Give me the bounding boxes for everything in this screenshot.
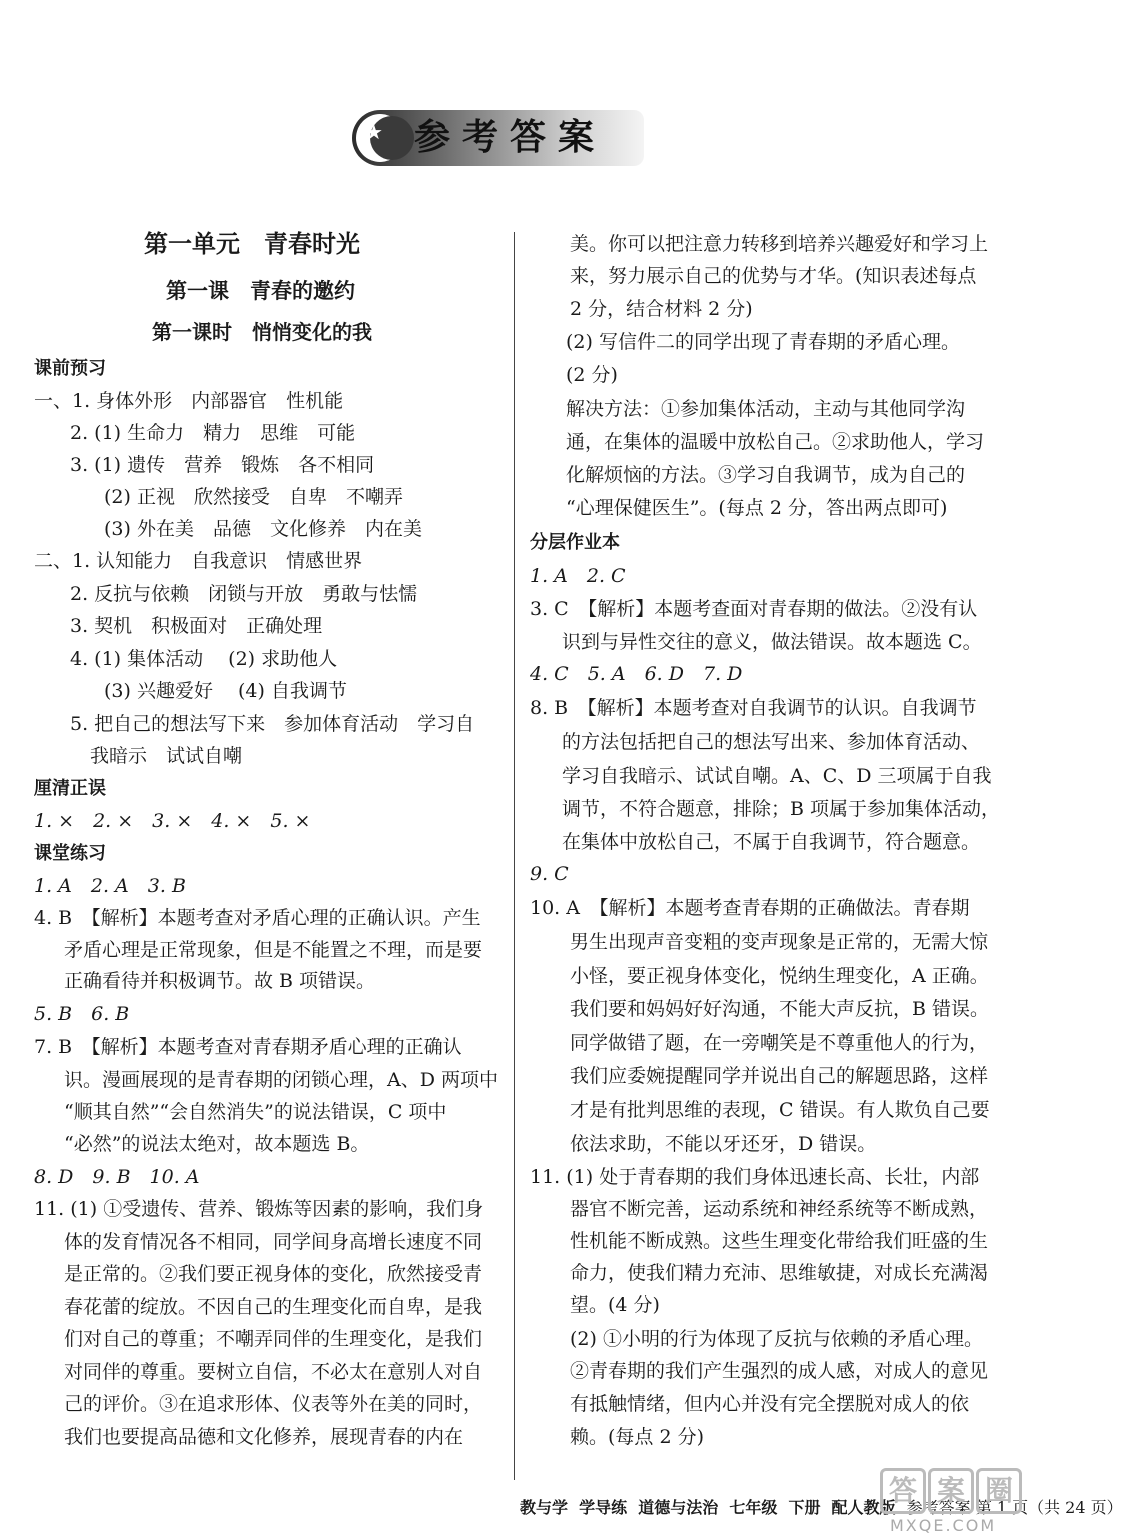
- answer-line: “心理保健医生”。(每点 2 分，答出两点即可): [566, 497, 948, 519]
- unit-title: 第一单元 青春时光: [144, 230, 360, 258]
- footer-volume: 下册: [788, 1498, 821, 1517]
- watermark-url: MXQE.COM: [890, 1516, 997, 1535]
- answer-line: “顺其自然”“会自然消失”的说法错误，C 项中: [64, 1101, 447, 1123]
- answer-line: 调节，不符合题意，排除；B 项属于参加集体活动，: [562, 798, 1001, 820]
- page-footer: [520, 1497, 1123, 1519]
- answer-line: 4. (1) 集体活动 (2) 求助他人: [70, 648, 338, 670]
- answer-line: 的方法包括把自己的想法写出来、参加体育活动、: [562, 731, 981, 753]
- answer-line: 学习自我暗示、试试自嘲。A、C、D 三项属于自我: [562, 765, 992, 787]
- answer-line: 11. (1) ①受遗传、营养、锻炼等因素的影响，我们身: [34, 1198, 484, 1220]
- answer-line: 一、1. 身体外形 内部器官 性机能: [34, 390, 344, 412]
- answer-line: 化解烦恼的方法。③学习自我调节，成为自己的: [566, 464, 966, 486]
- answer-line: 二、1. 认知能力 自我意识 情感世界: [34, 550, 363, 572]
- answer-line: 我暗示 试试自嘲: [90, 745, 243, 767]
- answer-line: 我们应委婉提醒同学并说出自己的解题思路，这样: [570, 1065, 989, 1087]
- answer-line: 3. C 【解析】本题考查面对青春期的做法。②没有认: [530, 598, 978, 620]
- section-heading: 分层作业本: [530, 532, 620, 553]
- answer-line: 7. B 【解析】本题考查对青春期矛盾心理的正确认: [34, 1036, 462, 1058]
- answer-line: 在集体中放松自己，不属于自我调节，符合题意。: [562, 831, 981, 853]
- answer-line: (2) 正视 欣然接受 自卑 不嘲弄: [104, 486, 403, 508]
- answer-line: (3) 兴趣爱好 (4) 自我调节: [104, 680, 347, 702]
- watermark-char: 案: [928, 1468, 974, 1514]
- answer-line: ②青春期的我们产生强烈的成人感，对成人的意见: [570, 1360, 989, 1382]
- watermark-char: 答: [880, 1468, 926, 1514]
- answer-line: 我们要和妈妈好好沟通，不能大声反抗，B 错误。: [570, 998, 990, 1020]
- answer-line: 矛盾心理是正常现象，但是不能置之不理，而是要: [64, 939, 483, 961]
- answer-line: 3. (1) 遗传 营养 锻炼 各不相同: [70, 454, 375, 476]
- answer-line: 我们也要提高品德和文化修养，展现青春的内在: [64, 1426, 464, 1448]
- footer-book: 学导练: [579, 1498, 628, 1517]
- answer-line: 5. 把自己的想法写下来 参加体育活动 学习自: [70, 713, 475, 735]
- section-heading: 课堂练习: [34, 843, 106, 864]
- lesson-title: 第一课 青春的邀约: [166, 279, 355, 303]
- answer-line: 们对自己的尊重；不嘲弄同伴的生理变化，是我们: [64, 1328, 483, 1350]
- answer-line: 3. 契机 积极面对 正确处理: [70, 615, 323, 637]
- answer-line: 依法求助，不能以牙还牙，D 错误。: [570, 1133, 877, 1155]
- page-title: 参考答案: [414, 117, 607, 158]
- answer-line: 1. A 2. C: [530, 565, 626, 587]
- answer-line: 2 分，结合材料 2 分): [570, 298, 753, 320]
- answer-line: 识到与异性交往的意义，做法错误。故本题选 C。: [562, 631, 982, 653]
- answer-line: 望。(4 分): [570, 1294, 660, 1316]
- watermark-char: 圈: [976, 1468, 1022, 1514]
- answer-line: 通，在集体的温暖中放松自己。②求助他人，学习: [566, 431, 985, 453]
- footer-grade: 七年级: [729, 1498, 778, 1517]
- answer-line: 4. C 5. A 6. D 7. D: [530, 663, 743, 685]
- footer-series: 教与学: [520, 1498, 569, 1517]
- answer-line: 来，努力展示自己的优势与才华。(知识表述每点: [570, 265, 977, 287]
- answer-line: 才是有批判思维的表现，C 错误。有人欺负自己要: [570, 1099, 990, 1121]
- answer-line: 命力，使我们精力充沛、思维敏捷，对成长充满渴: [570, 1262, 989, 1284]
- footer-subject: 道德与法治: [638, 1498, 719, 1517]
- answer-line: 8. D 9. B 10. A: [34, 1166, 200, 1188]
- answer-line: 8. B 【解析】本题考查对自我调节的认识。自我调节: [530, 697, 977, 719]
- answer-line: 10. A 【解析】本题考查青春期的正确做法。青春期: [530, 897, 970, 919]
- answer-line: 识。漫画展现的是青春期的闭锁心理，A、D 两项中: [64, 1069, 498, 1091]
- answer-line: 11. (1) 处于青春期的我们身体迅速长高、长壮，内部: [530, 1166, 980, 1188]
- answer-line: (2 分): [566, 364, 618, 386]
- answer-line: 是正常的。②我们要正视身体的变化，欣然接受青: [64, 1263, 483, 1285]
- section-heading: 厘清正误: [34, 778, 106, 799]
- answer-line: (2) ①小明的行为体现了反抗与依赖的矛盾心理。: [570, 1328, 983, 1350]
- footer-edition: 配人教版: [831, 1498, 896, 1517]
- answer-line: 1. A 2. A 3. B: [34, 875, 186, 897]
- answer-line: 2. 反抗与依赖 闭锁与开放 勇敢与怯懦: [70, 583, 418, 605]
- answer-line: 同学做错了题，在一旁嘲笑是不尊重他人的行为，: [570, 1032, 989, 1054]
- answer-line: 赖。(每点 2 分): [570, 1426, 704, 1448]
- answer-line: 有抵触情绪，但内心并没有完全摆脱对成人的依: [570, 1393, 970, 1415]
- answer-line: 己的评价。③在追求形体、仪表等外在美的同时，: [64, 1393, 483, 1415]
- answer-line: 小怪，要正视身体变化，悦纳生理变化，A 正确。: [570, 965, 989, 987]
- star-icon: ★: [365, 120, 383, 144]
- answer-line: 体的发育情况各不相同，同学间身高增长速度不同: [64, 1231, 483, 1253]
- answer-line: 解决方法：①参加集体活动，主动与其他同学沟: [566, 398, 966, 420]
- footer-page-info: 参考答案 第 1 页（共 24 页）: [906, 1498, 1123, 1517]
- answer-line: 器官不断完善，运动系统和神经系统等不断成熟，: [570, 1198, 989, 1220]
- header-banner: [352, 110, 644, 166]
- section-heading: 课前预习: [34, 358, 106, 379]
- column-divider: [514, 232, 515, 1480]
- answer-line: 对同伴的尊重。要树立自信，不必太在意别人对自: [64, 1361, 483, 1383]
- answer-line: 正确看待并积极调节。故 B 项错误。: [64, 970, 376, 992]
- answer-line: (3) 外在美 品德 文化修养 内在美: [104, 518, 422, 540]
- answer-line: 男生出现声音变粗的变声现象是正常的，无需大惊: [570, 931, 989, 953]
- answer-line: 9. C: [530, 863, 569, 885]
- answer-line: (2) 写信件二的同学出现了青春期的矛盾心理。: [566, 331, 960, 353]
- answer-line: 1. × 2. × 3. × 4. × 5. ×: [34, 810, 311, 832]
- answer-line: 2. (1) 生命力 精力 思维 可能: [70, 422, 356, 444]
- answer-line: 春花蕾的绽放。不因自己的生理变化而自卑，是我: [64, 1296, 483, 1318]
- watermark: [880, 1462, 1030, 1535]
- answer-line: 美。你可以把注意力转移到培养兴趣爱好和学习上: [570, 233, 989, 255]
- period-title: 第一课时 悄悄变化的我: [152, 320, 372, 344]
- answer-line: 性机能不断成熟。这些生理变化带给我们旺盛的生: [570, 1230, 989, 1252]
- answer-line: 5. B 6. B: [34, 1003, 130, 1025]
- answer-line: 4. B 【解析】本题考查对矛盾心理的正确认识。产生: [34, 907, 481, 929]
- answer-line: “必然”的说法太绝对，故本题选 B。: [64, 1133, 370, 1155]
